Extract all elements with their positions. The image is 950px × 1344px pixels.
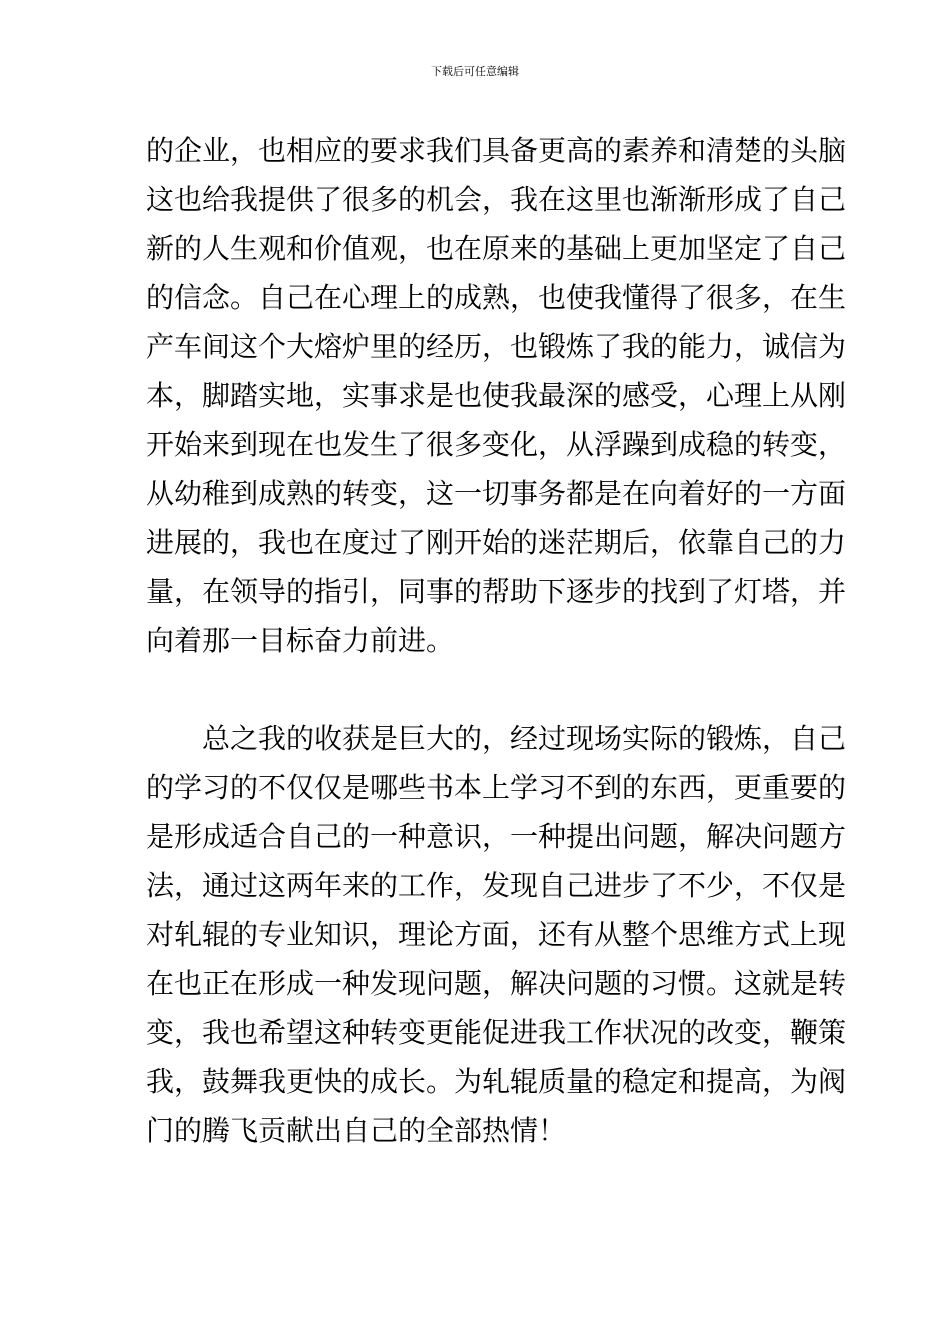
text-line: 法，通过这两年来的工作，发现自己进步了不少，不仅是 [146, 869, 847, 902]
page-header: 下载后可任意编辑 [431, 65, 519, 78]
text-line: 我，鼓舞我更快的成长。为轧辊质量的稳定和提高，为阀 [146, 1065, 847, 1098]
text-line: 开始来到现在也发生了很多变化，从浮躁到成稳的转变， [146, 428, 847, 461]
paragraph-spacer [146, 665, 806, 714]
text-line: 的信念。自己在心理上的成熟，也使我懂得了很多，在生 [146, 281, 847, 314]
text-line: 这也给我提供了很多的机会，我在这里也渐渐形成了自己 [146, 183, 847, 216]
text-line: 变，我也希望这种转变更能促进我工作状况的改变，鞭策 [146, 1016, 847, 1049]
text-line: 本，脚踏实地，实事求是也使我最深的感受，心理上从刚 [146, 379, 847, 412]
text-line: 对轧辊的专业知识，理论方面，还有从整个思维方式上现 [146, 918, 847, 951]
text-line: 的企业，也相应的要求我们具备更高的素养和清楚的头脑 [146, 134, 847, 167]
paragraph-1 [146, 126, 847, 665]
text-line: 从幼稚到成熟的转变，这一切事务都是在向着好的一方面 [146, 477, 847, 510]
text-line: 的学习的不仅仅是哪些书本上学习不到的东西，更重要的 [146, 771, 847, 804]
text-line: 新的人生观和价值观，也在原来的基础上更加坚定了自己 [146, 232, 847, 265]
text-line: 进展的，我也在度过了刚开始的迷茫期后，依靠自己的力 [146, 526, 847, 559]
document-body [146, 126, 847, 1155]
text-line: 是形成适合自己的一种意识，一种提出问题，解决问题方 [146, 820, 847, 853]
text-line: 在也正在形成一种发现问题，解决问题的习惯。这就是转 [146, 967, 847, 1000]
text-line: 产车间这个大熔炉里的经历，也锻炼了我的能力，诚信为 [146, 330, 847, 363]
text-line: 总之我的收获是巨大的，经过现场实际的锻炼，自己 [146, 722, 847, 755]
text-line: 向着那一目标奋力前进。 [146, 624, 455, 657]
text-line: 量，在领导的指引，同事的帮助下逐步的找到了灯塔，并 [146, 575, 847, 608]
paragraph-2 [146, 714, 847, 1155]
text-line: 门的腾飞贡献出自己的全部热情！ [146, 1114, 567, 1147]
